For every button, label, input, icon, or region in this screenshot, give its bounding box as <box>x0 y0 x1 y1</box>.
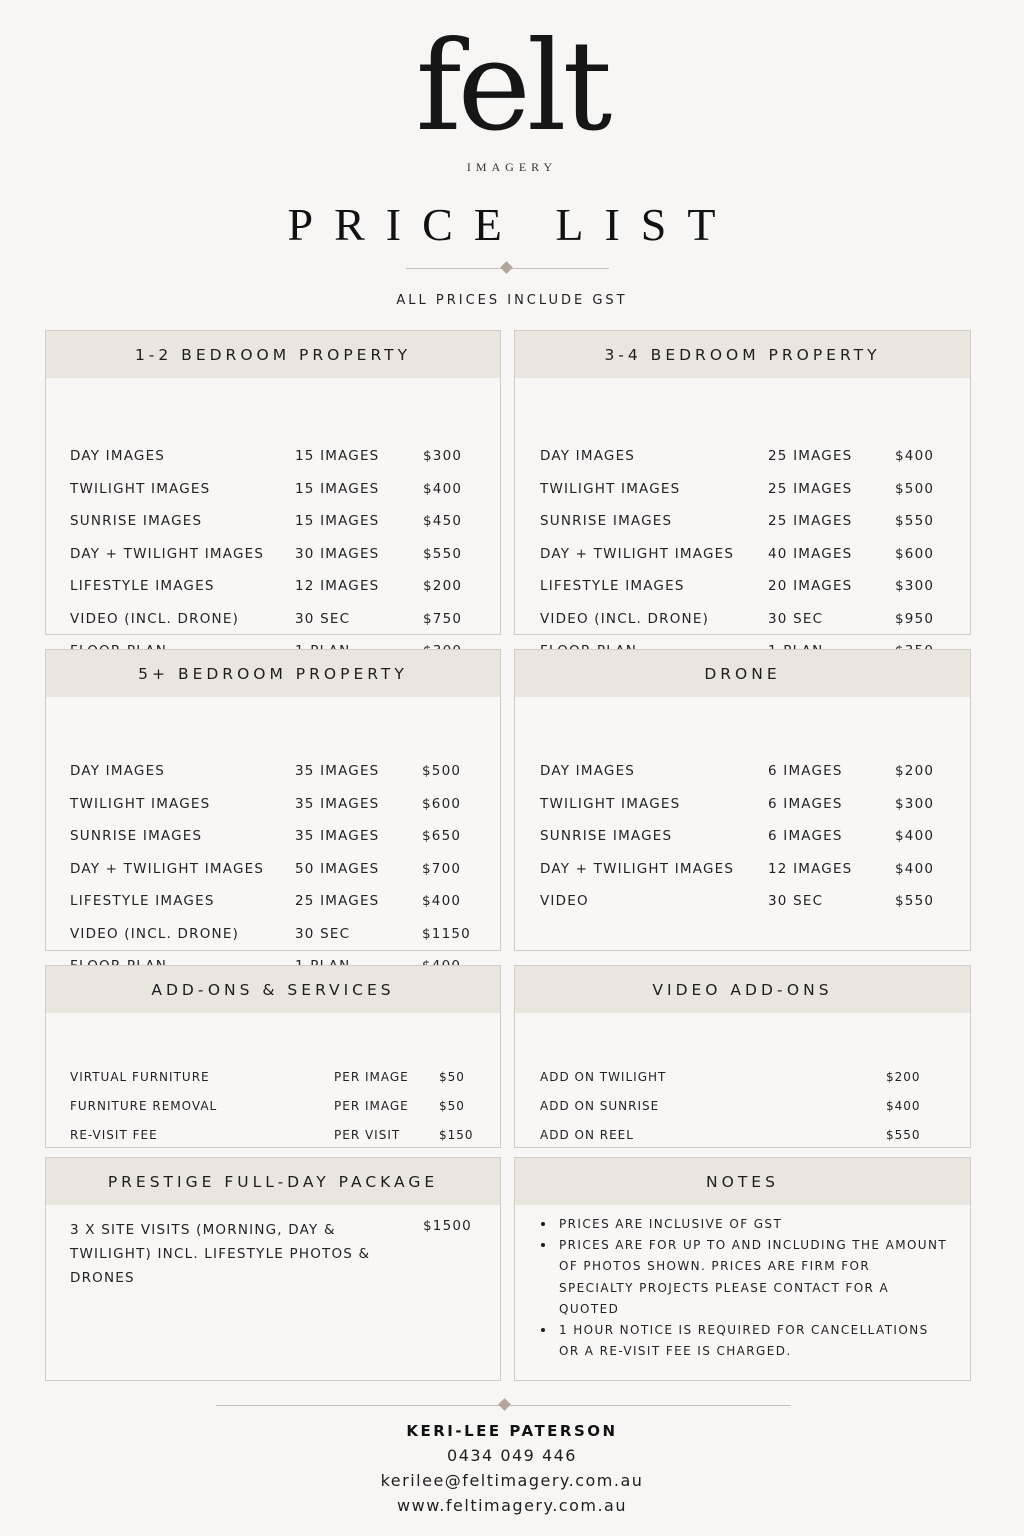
quantity-label: 12 IMAGES <box>768 860 853 877</box>
panel-video-add-ons <box>514 965 971 1148</box>
service-label: RE-VISIT FEE <box>70 1128 158 1142</box>
service-label: DAY + TWILIGHT IMAGES <box>70 860 265 877</box>
panel-title: PRESTIGE FULL-DAY PACKAGE <box>46 1158 500 1205</box>
brand-logo: felt <box>415 15 609 159</box>
diamond-ornament-icon <box>498 1398 511 1411</box>
quantity-label: 30 SEC <box>295 925 351 942</box>
quantity-label: 30 SEC <box>768 893 824 909</box>
service-label: SUNRISE IMAGES <box>540 828 673 844</box>
price-value: $300 <box>895 578 935 594</box>
service-label: DAY IMAGES <box>70 448 166 464</box>
panel-title: NOTES <box>515 1158 970 1205</box>
service-label: DAY + TWILIGHT IMAGES <box>70 545 265 562</box>
service-label: DAY IMAGES <box>70 763 166 779</box>
price-value: $500 <box>422 763 462 779</box>
quantity-label: 6 IMAGES <box>768 763 843 779</box>
quantity-label: 15 IMAGES <box>295 480 380 497</box>
price-value: $650 <box>422 828 462 844</box>
service-label: DAY IMAGES <box>540 763 636 779</box>
service-label: DAY + TWILIGHT IMAGES <box>540 545 735 562</box>
panel-title: 5+ BEDROOM PROPERTY <box>46 650 500 697</box>
quantity-label: 15 IMAGES <box>295 513 380 529</box>
page-title: PRICE LIST <box>287 199 737 250</box>
price-value: $600 <box>422 795 462 812</box>
quantity-label: 6 IMAGES <box>768 828 843 844</box>
price-value: $200 <box>895 763 935 779</box>
service-label: LIFESTYLE IMAGES <box>540 578 685 594</box>
panel-notes <box>514 1157 971 1381</box>
quantity-label: 25 IMAGES <box>768 448 853 464</box>
price-value: $500 <box>895 480 935 497</box>
quantity-label: 20 IMAGES <box>768 578 853 594</box>
contact-website[interactable]: www.feltimagery.com.au <box>397 1496 627 1515</box>
service-label: DAY IMAGES <box>540 448 636 464</box>
service-label: TWILIGHT IMAGES <box>70 795 211 812</box>
quantity-label: 50 IMAGES <box>295 860 380 877</box>
price-value: $300 <box>423 448 463 464</box>
price-value: $550 <box>423 545 463 562</box>
quantity-label: 30 IMAGES <box>295 545 380 562</box>
service-label: ADD ON SUNRISE <box>540 1099 660 1113</box>
service-label: TWILIGHT IMAGES <box>540 795 681 812</box>
service-label: SUNRISE IMAGES <box>70 828 203 844</box>
service-label: ADD ON REEL <box>540 1128 634 1142</box>
panel-1-2-bedroom <box>45 330 501 635</box>
price-value: $700 <box>422 860 462 877</box>
service-label: ADD ON TWILIGHT <box>540 1070 667 1084</box>
price-value: $200 <box>886 1070 921 1084</box>
price-value: $400 <box>895 860 935 877</box>
service-label: SUNRISE IMAGES <box>540 513 673 529</box>
contact-email[interactable]: kerilee@feltimagery.com.au <box>380 1471 644 1490</box>
quantity-label: 35 IMAGES <box>295 763 380 779</box>
price-value: $450 <box>423 513 463 529</box>
price-value: $150 <box>439 1128 474 1142</box>
gst-note: ALL PRICES INCLUDE GST <box>396 293 628 308</box>
quantity-label: PER IMAGE <box>334 1070 409 1084</box>
note-item: PRICES ARE INCLUSIVE OF GST <box>539 1214 950 1235</box>
panel-title: DRONE <box>515 650 970 697</box>
brand-subtitle: IMAGERY <box>466 160 558 174</box>
price-value: $550 <box>895 513 935 529</box>
service-label: VIDEO (INCL. DRONE) <box>70 610 240 627</box>
panel-add-ons <box>45 965 501 1148</box>
quantity-label: 6 IMAGES <box>768 795 843 812</box>
panel-title: 1-2 BEDROOM PROPERTY <box>46 331 500 378</box>
price-value: $200 <box>423 578 463 594</box>
price-value: $950 <box>895 610 935 627</box>
quantity-label: 25 IMAGES <box>295 893 380 909</box>
service-label: VIDEO <box>540 893 589 909</box>
prestige-description: 3 X SITE VISITS (MORNING, DAY & TWILIGHT) INCL. LIFESTYLE PHOTOS & DRONES <box>70 1222 371 1286</box>
panel-drone <box>514 649 971 951</box>
price-value: $750 <box>423 610 463 627</box>
price-value: $400 <box>895 828 935 844</box>
quantity-label: PER VISIT <box>334 1128 401 1142</box>
prestige-price: $1500 <box>423 1218 472 1234</box>
quantity-label: 30 SEC <box>295 610 351 627</box>
quantity-label: 25 IMAGES <box>768 513 853 529</box>
note-item: PRICES ARE FOR UP TO AND INCLUDING THE AMOUNT OF PHOTOS SHOWN. PRICES ARE FIRM FOR SPECIALTY PROJECTS PLEASE CONTACT FOR A QUOTED <box>539 1235 950 1320</box>
panel-5-bedroom <box>45 649 501 951</box>
panel-title: 3-4 BEDROOM PROPERTY <box>515 331 970 378</box>
quantity-label: 12 IMAGES <box>295 578 380 594</box>
price-value: $50 <box>439 1070 465 1084</box>
quantity-label: 35 IMAGES <box>295 828 380 844</box>
contact-phone[interactable]: 0434 049 446 <box>447 1446 577 1465</box>
quantity-label: PER IMAGE <box>334 1099 409 1113</box>
price-value: $400 <box>422 893 462 909</box>
note-item: 1 HOUR NOTICE IS REQUIRED FOR CANCELLATIONS OR A RE-VISIT FEE IS CHARGED. <box>539 1320 950 1362</box>
diamond-ornament-icon <box>500 261 513 274</box>
panel-title: ADD-ONS & SERVICES <box>46 966 500 1013</box>
service-label: DAY + TWILIGHT IMAGES <box>540 860 735 877</box>
panel-title: VIDEO ADD-ONS <box>515 966 970 1013</box>
quantity-label: 30 SEC <box>768 610 824 627</box>
notes-list <box>539 1214 950 1362</box>
service-label: FURNITURE REMOVAL <box>70 1099 218 1113</box>
service-label: TWILIGHT IMAGES <box>540 480 681 497</box>
service-label: SUNRISE IMAGES <box>70 513 203 529</box>
panel-3-4-bedroom <box>514 330 971 635</box>
price-value: $300 <box>895 795 935 812</box>
price-value: $400 <box>895 448 935 464</box>
service-label: LIFESTYLE IMAGES <box>70 578 215 594</box>
service-label: TWILIGHT IMAGES <box>70 480 211 497</box>
quantity-label: 15 IMAGES <box>295 448 380 464</box>
quantity-label: 25 IMAGES <box>768 480 853 497</box>
price-value: $550 <box>886 1128 921 1142</box>
service-label: VIRTUAL FURNITURE <box>70 1070 210 1084</box>
service-label: LIFESTYLE IMAGES <box>70 893 215 909</box>
price-value: $50 <box>439 1099 465 1113</box>
quantity-label: 35 IMAGES <box>295 795 380 812</box>
service-label: VIDEO (INCL. DRONE) <box>70 925 240 942</box>
panel-prestige-package <box>45 1157 501 1381</box>
price-value: $550 <box>895 893 935 909</box>
price-value: $1150 <box>422 925 471 942</box>
price-value: $600 <box>895 545 935 562</box>
service-label: VIDEO (INCL. DRONE) <box>540 610 710 627</box>
contact-name: KERI-LEE PATERSON <box>406 1422 618 1440</box>
quantity-label: 40 IMAGES <box>768 545 853 562</box>
price-value: $400 <box>423 480 463 497</box>
price-value: $400 <box>886 1099 921 1113</box>
